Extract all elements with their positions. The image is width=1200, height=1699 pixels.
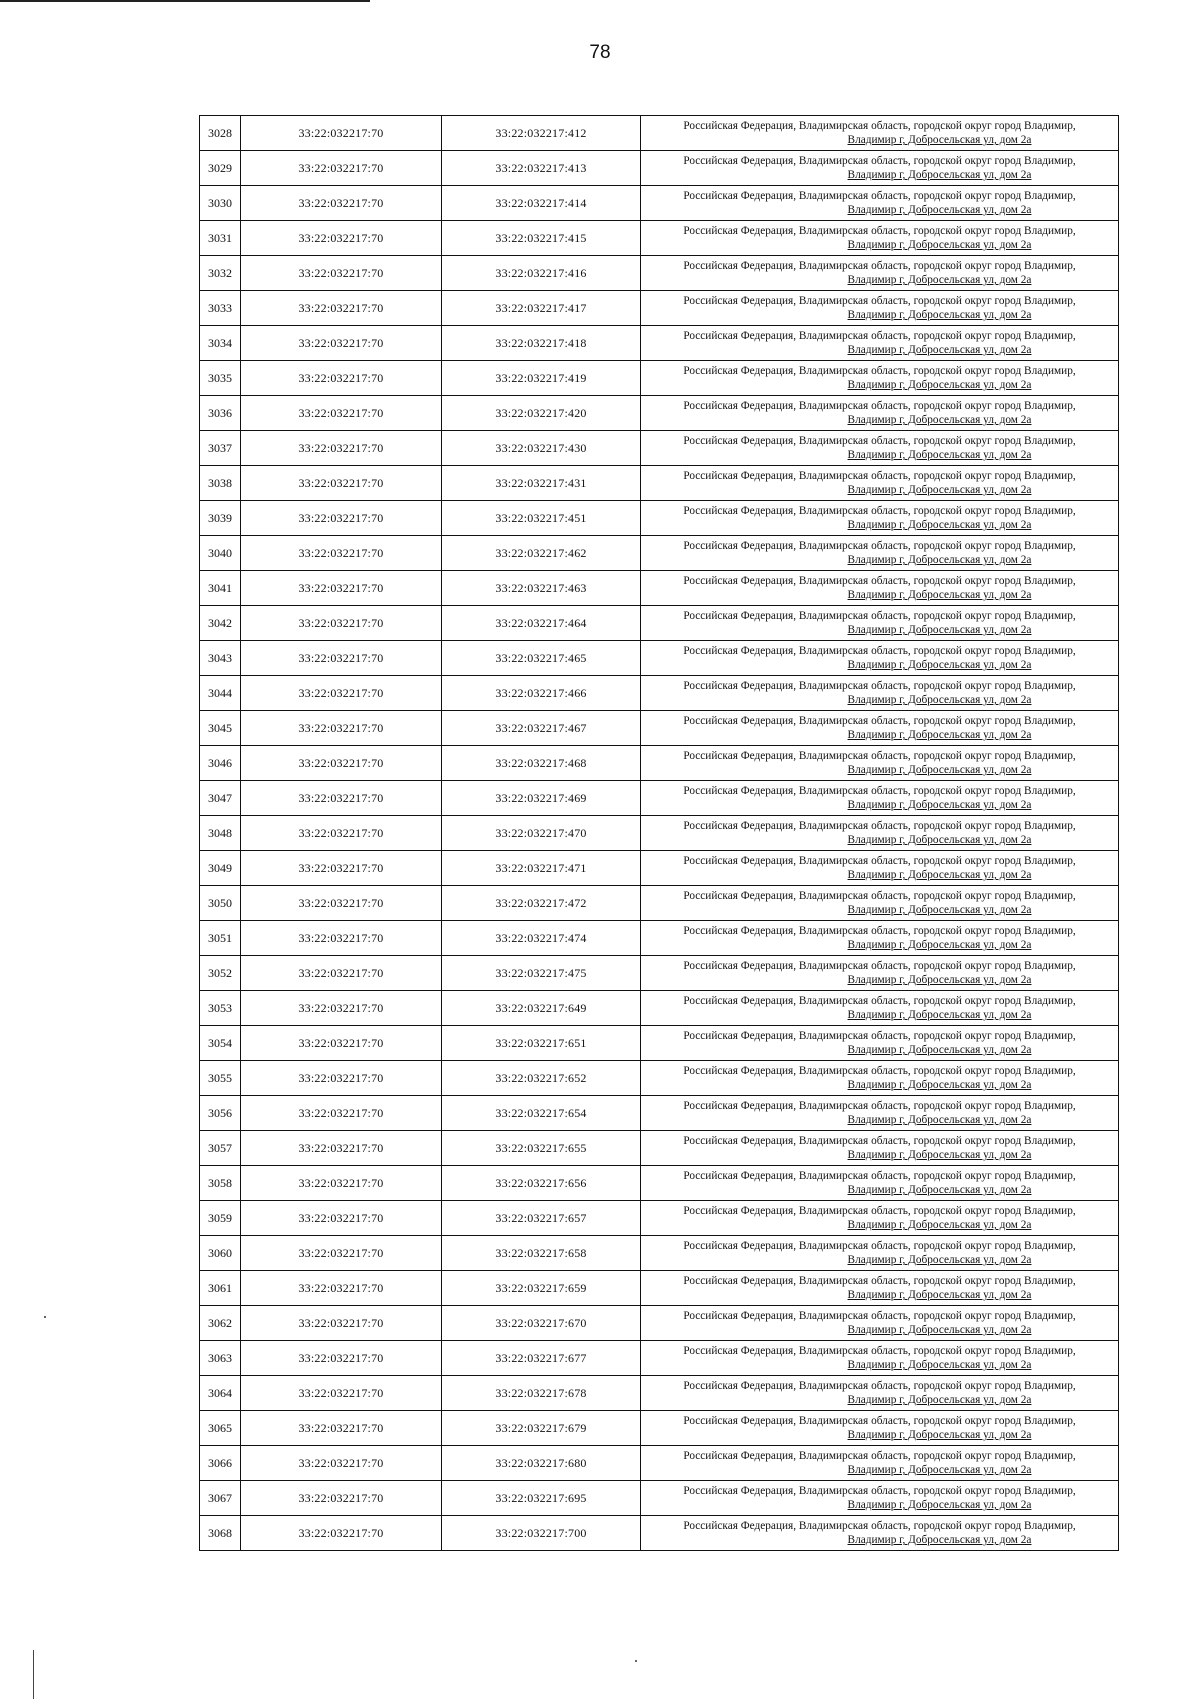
parent-cadastral-number: 33:22:032217:70 — [241, 921, 442, 956]
address-line-1: Российская Федерация, Владимирская область, городской округ город Владимир, — [683, 505, 1076, 517]
address-line-2: Владимир г, Добросельская ул, дом 2а — [847, 624, 1032, 636]
address-line-1: Российская Федерация, Владимирская область, городской округ город Владимир, — [683, 190, 1076, 202]
table-row — [200, 1411, 1119, 1446]
cadastral-number: 33:22:032217:657 — [442, 1201, 641, 1236]
address-line-1: Российская Федерация, Владимирская область, городской округ город Владимир, — [683, 785, 1076, 797]
address-line-2: Владимир г, Добросельская ул, дом 2а — [847, 1149, 1032, 1161]
address-line-2: Владимир г, Добросельская ул, дом 2а — [847, 694, 1032, 706]
parent-cadastral-number: 33:22:032217:70 — [241, 186, 442, 221]
parent-cadastral-number: 33:22:032217:70 — [241, 781, 442, 816]
address-line-2: Владимир г, Добросельская ул, дом 2а — [847, 309, 1032, 321]
cadastral-number: 33:22:032217:420 — [442, 396, 641, 431]
parent-cadastral-number: 33:22:032217:70 — [241, 326, 442, 361]
address-line-2: Владимир г, Добросельская ул, дом 2а — [847, 904, 1032, 916]
address-line-1: Российская Федерация, Владимирская область, городской округ город Владимир, — [683, 225, 1076, 237]
cadastral-number: 33:22:032217:451 — [442, 501, 641, 536]
row-number: 3038 — [200, 466, 241, 501]
address-line-1: Российская Федерация, Владимирская область, городской округ город Владимир, — [683, 120, 1076, 132]
row-number: 3043 — [200, 641, 241, 676]
cadastral-number: 33:22:032217:463 — [442, 571, 641, 606]
table-row — [200, 501, 1119, 536]
address-line-1: Российская Федерация, Владимирская область, городской округ город Владимир, — [683, 540, 1076, 552]
row-number: 3047 — [200, 781, 241, 816]
address-cell — [641, 256, 1119, 291]
cadastral-number: 33:22:032217:412 — [442, 116, 641, 151]
parent-cadastral-number: 33:22:032217:70 — [241, 886, 442, 921]
address-cell — [641, 1481, 1119, 1516]
table-row — [200, 431, 1119, 466]
table-row — [200, 921, 1119, 956]
address-cell — [641, 711, 1119, 746]
table-row — [200, 1481, 1119, 1516]
address-cell — [641, 1411, 1119, 1446]
address-line-1: Российская Федерация, Владимирская область, городской округ город Владимир, — [683, 1100, 1076, 1112]
parent-cadastral-number: 33:22:032217:70 — [241, 991, 442, 1026]
scan-edge-left — [33, 1650, 34, 1699]
address-line-2: Владимир г, Добросельская ул, дом 2а — [847, 554, 1032, 566]
address-line-1: Российская Федерация, Владимирская область, городской округ город Владимир, — [683, 1205, 1076, 1217]
address-line-1: Российская Федерация, Владимирская область, городской округ город Владимир, — [683, 295, 1076, 307]
address-line-1: Российская Федерация, Владимирская область, городской округ город Владимир, — [683, 1170, 1076, 1182]
address-line-2: Владимир г, Добросельская ул, дом 2а — [847, 239, 1032, 251]
row-number: 3059 — [200, 1201, 241, 1236]
table-row — [200, 571, 1119, 606]
address-line-1: Российская Федерация, Владимирская область, городской округ город Владимир, — [683, 470, 1076, 482]
address-line-1: Российская Федерация, Владимирская область, городской округ город Владимир, — [683, 1520, 1076, 1532]
address-line-1: Российская Федерация, Владимирская область, городской округ город Владимир, — [683, 855, 1076, 867]
address-cell — [641, 501, 1119, 536]
table-row — [200, 676, 1119, 711]
parent-cadastral-number: 33:22:032217:70 — [241, 1306, 442, 1341]
address-cell — [641, 1096, 1119, 1131]
cadastral-number: 33:22:032217:416 — [442, 256, 641, 291]
table-row — [200, 711, 1119, 746]
row-number: 3063 — [200, 1341, 241, 1376]
parent-cadastral-number: 33:22:032217:70 — [241, 1201, 442, 1236]
table-row — [200, 221, 1119, 256]
cadastral-number: 33:22:032217:677 — [442, 1341, 641, 1376]
cadastral-number: 33:22:032217:467 — [442, 711, 641, 746]
address-line-1: Российская Федерация, Владимирская область, городской округ город Владимир, — [683, 680, 1076, 692]
address-line-1: Российская Федерация, Владимирская область, городской округ город Владимир, — [683, 435, 1076, 447]
row-number: 3031 — [200, 221, 241, 256]
row-number: 3061 — [200, 1271, 241, 1306]
address-cell — [641, 886, 1119, 921]
parent-cadastral-number: 33:22:032217:70 — [241, 1096, 442, 1131]
address-cell — [641, 1446, 1119, 1481]
address-cell — [641, 1236, 1119, 1271]
table-row — [200, 361, 1119, 396]
cadastral-number: 33:22:032217:475 — [442, 956, 641, 991]
table-row — [200, 326, 1119, 361]
cadastral-number: 33:22:032217:695 — [442, 1481, 641, 1516]
address-line-1: Российская Федерация, Владимирская область, городской округ город Владимир, — [683, 575, 1076, 587]
table-row — [200, 466, 1119, 501]
parent-cadastral-number: 33:22:032217:70 — [241, 641, 442, 676]
table-row — [200, 1376, 1119, 1411]
address-line-2: Владимир г, Добросельская ул, дом 2а — [847, 1079, 1032, 1091]
address-line-1: Российская Федерация, Владимирская область, городской округ город Владимир, — [683, 1310, 1076, 1322]
address-line-1: Российская Федерация, Владимирская область, городской округ город Владимир, — [683, 750, 1076, 762]
address-line-1: Российская Федерация, Владимирская область, городской округ город Владимир, — [683, 995, 1076, 1007]
row-number: 3037 — [200, 431, 241, 466]
cadastral-number: 33:22:032217:679 — [442, 1411, 641, 1446]
table-row — [200, 886, 1119, 921]
row-number: 3052 — [200, 956, 241, 991]
cadastral-number: 33:22:032217:472 — [442, 886, 641, 921]
address-cell — [641, 921, 1119, 956]
table-row — [200, 816, 1119, 851]
address-line-2: Владимир г, Добросельская ул, дом 2а — [847, 764, 1032, 776]
address-line-1: Российская Федерация, Владимирская область, городской округ город Владимир, — [683, 155, 1076, 167]
table-row — [200, 1166, 1119, 1201]
address-line-1: Российская Федерация, Владимирская область, городской округ город Владимир, — [683, 1450, 1076, 1462]
address-line-2: Владимир г, Добросельская ул, дом 2а — [847, 204, 1032, 216]
table-row — [200, 186, 1119, 221]
address-line-2: Владимир г, Добросельская ул, дом 2а — [847, 799, 1032, 811]
address-line-1: Российская Федерация, Владимирская область, городской округ город Владимир, — [683, 400, 1076, 412]
row-number: 3045 — [200, 711, 241, 746]
row-number: 3058 — [200, 1166, 241, 1201]
address-line-2: Владимир г, Добросельская ул, дом 2а — [847, 1289, 1032, 1301]
row-number: 3036 — [200, 396, 241, 431]
parent-cadastral-number: 33:22:032217:70 — [241, 1236, 442, 1271]
parent-cadastral-number: 33:22:032217:70 — [241, 606, 442, 641]
address-line-1: Российская Федерация, Владимирская область, городской округ город Владимир, — [683, 260, 1076, 272]
table-row — [200, 991, 1119, 1026]
table-row — [200, 956, 1119, 991]
address-line-2: Владимир г, Добросельская ул, дом 2а — [847, 729, 1032, 741]
address-line-1: Российская Федерация, Владимирская область, городской округ город Владимир, — [683, 1485, 1076, 1497]
table-row — [200, 1271, 1119, 1306]
address-line-2: Владимир г, Добросельская ул, дом 2а — [847, 1359, 1032, 1371]
row-number: 3068 — [200, 1516, 241, 1551]
page-number: 78 — [589, 42, 611, 63]
address-line-2: Владимир г, Добросельская ул, дом 2а — [847, 274, 1032, 286]
address-cell — [641, 816, 1119, 851]
address-line-2: Владимир г, Добросельская ул, дом 2а — [847, 484, 1032, 496]
table-row — [200, 536, 1119, 571]
cadastral-number: 33:22:032217:430 — [442, 431, 641, 466]
address-line-1: Российская Федерация, Владимирская область, городской округ город Владимир, — [683, 890, 1076, 902]
address-line-2: Владимир г, Добросельская ул, дом 2а — [847, 1394, 1032, 1406]
row-number: 3040 — [200, 536, 241, 571]
table-row — [200, 781, 1119, 816]
address-line-1: Российская Федерация, Владимирская область, городской округ город Владимир, — [683, 960, 1076, 972]
address-line-2: Владимир г, Добросельская ул, дом 2а — [847, 659, 1032, 671]
cadastral-number: 33:22:032217:652 — [442, 1061, 641, 1096]
row-number: 3035 — [200, 361, 241, 396]
address-line-2: Владимир г, Добросельская ул, дом 2а — [847, 344, 1032, 356]
address-cell — [641, 151, 1119, 186]
cadastral-number: 33:22:032217:415 — [442, 221, 641, 256]
parent-cadastral-number: 33:22:032217:70 — [241, 1026, 442, 1061]
address-cell — [641, 1201, 1119, 1236]
address-cell — [641, 1131, 1119, 1166]
table-row — [200, 1516, 1119, 1551]
row-number: 3048 — [200, 816, 241, 851]
parent-cadastral-number: 33:22:032217:70 — [241, 1341, 442, 1376]
cadastral-number: 33:22:032217:431 — [442, 466, 641, 501]
table-row — [200, 1236, 1119, 1271]
row-number: 3060 — [200, 1236, 241, 1271]
cadastral-number: 33:22:032217:414 — [442, 186, 641, 221]
cadastral-number: 33:22:032217:655 — [442, 1131, 641, 1166]
row-number: 3049 — [200, 851, 241, 886]
parent-cadastral-number: 33:22:032217:70 — [241, 1516, 442, 1551]
table-row — [200, 396, 1119, 431]
row-number: 3056 — [200, 1096, 241, 1131]
address-cell — [641, 466, 1119, 501]
row-number: 3028 — [200, 116, 241, 151]
address-cell — [641, 221, 1119, 256]
address-cell — [641, 1306, 1119, 1341]
address-line-1: Российская Федерация, Владимирская область, городской округ город Владимир, — [683, 1065, 1076, 1077]
address-cell — [641, 991, 1119, 1026]
table-row — [200, 641, 1119, 676]
parent-cadastral-number: 33:22:032217:70 — [241, 361, 442, 396]
parent-cadastral-number: 33:22:032217:70 — [241, 291, 442, 326]
scan-speck — [635, 1660, 637, 1662]
address-line-2: Владимир г, Добросельская ул, дом 2а — [847, 589, 1032, 601]
parent-cadastral-number: 33:22:032217:70 — [241, 396, 442, 431]
address-line-1: Российская Федерация, Владимирская область, городской округ город Владимир, — [683, 365, 1076, 377]
parent-cadastral-number: 33:22:032217:70 — [241, 501, 442, 536]
parent-cadastral-number: 33:22:032217:70 — [241, 1376, 442, 1411]
table-row — [200, 1026, 1119, 1061]
table-row — [200, 151, 1119, 186]
address-cell — [641, 116, 1119, 151]
cadastral-number: 33:22:032217:678 — [442, 1376, 641, 1411]
address-line-1: Российская Федерация, Владимирская область, городской округ город Владимир, — [683, 715, 1076, 727]
address-line-1: Российская Федерация, Владимирская область, городской округ город Владимир, — [683, 1380, 1076, 1392]
cadastral-number: 33:22:032217:471 — [442, 851, 641, 886]
cadastral-number: 33:22:032217:658 — [442, 1236, 641, 1271]
cadastral-number: 33:22:032217:470 — [442, 816, 641, 851]
cadastral-number: 33:22:032217:418 — [442, 326, 641, 361]
address-line-2: Владимир г, Добросельская ул, дом 2а — [847, 414, 1032, 426]
row-number: 3053 — [200, 991, 241, 1026]
parent-cadastral-number: 33:22:032217:70 — [241, 1166, 442, 1201]
cadastral-number: 33:22:032217:417 — [442, 291, 641, 326]
address-cell — [641, 851, 1119, 886]
row-number: 3066 — [200, 1446, 241, 1481]
address-line-1: Российская Федерация, Владимирская область, городской округ город Владимир, — [683, 1415, 1076, 1427]
address-line-2: Владимир г, Добросельская ул, дом 2а — [847, 1429, 1032, 1441]
address-cell — [641, 326, 1119, 361]
row-number: 3044 — [200, 676, 241, 711]
parent-cadastral-number: 33:22:032217:70 — [241, 116, 442, 151]
cadastral-number: 33:22:032217:464 — [442, 606, 641, 641]
parent-cadastral-number: 33:22:032217:70 — [241, 1481, 442, 1516]
address-line-1: Российская Федерация, Владимирская область, городской округ город Владимир, — [683, 1345, 1076, 1357]
address-line-2: Владимир г, Добросельская ул, дом 2а — [847, 834, 1032, 846]
row-number: 3039 — [200, 501, 241, 536]
parent-cadastral-number: 33:22:032217:70 — [241, 676, 442, 711]
cadastral-number: 33:22:032217:466 — [442, 676, 641, 711]
parent-cadastral-number: 33:22:032217:70 — [241, 746, 442, 781]
parent-cadastral-number: 33:22:032217:70 — [241, 1446, 442, 1481]
address-line-2: Владимир г, Добросельская ул, дом 2а — [847, 1499, 1032, 1511]
address-cell — [641, 1271, 1119, 1306]
address-line-2: Владимир г, Добросельская ул, дом 2а — [847, 1464, 1032, 1476]
address-line-1: Российская Федерация, Владимирская область, городской округ город Владимир, — [683, 820, 1076, 832]
row-number: 3034 — [200, 326, 241, 361]
parent-cadastral-number: 33:22:032217:70 — [241, 816, 442, 851]
row-number: 3055 — [200, 1061, 241, 1096]
table-row — [200, 1201, 1119, 1236]
row-number: 3032 — [200, 256, 241, 291]
address-line-2: Владимир г, Добросельская ул, дом 2а — [847, 1534, 1032, 1546]
row-number: 3033 — [200, 291, 241, 326]
address-line-2: Владимир г, Добросельская ул, дом 2а — [847, 1324, 1032, 1336]
cadastral-number: 33:22:032217:659 — [442, 1271, 641, 1306]
address-line-2: Владимир г, Добросельская ул, дом 2а — [847, 1184, 1032, 1196]
cadastral-number: 33:22:032217:654 — [442, 1096, 641, 1131]
cadastral-number: 33:22:032217:649 — [442, 991, 641, 1026]
address-line-2: Владимир г, Добросельская ул, дом 2а — [847, 134, 1032, 146]
cadastral-number: 33:22:032217:700 — [442, 1516, 641, 1551]
row-number: 3057 — [200, 1131, 241, 1166]
address-line-2: Владимир г, Добросельская ул, дом 2а — [847, 1044, 1032, 1056]
address-line-1: Российская Федерация, Владимирская область, городской округ город Владимир, — [683, 1275, 1076, 1287]
address-cell — [641, 291, 1119, 326]
row-number: 3030 — [200, 186, 241, 221]
cadastral-number: 33:22:032217:413 — [442, 151, 641, 186]
scan-speck — [44, 1316, 46, 1318]
table-row — [200, 1061, 1119, 1096]
row-number: 3050 — [200, 886, 241, 921]
address-cell — [641, 781, 1119, 816]
address-line-1: Российская Федерация, Владимирская область, городской округ город Владимир, — [683, 925, 1076, 937]
table-row — [200, 256, 1119, 291]
address-line-2: Владимир г, Добросельская ул, дом 2а — [847, 939, 1032, 951]
parent-cadastral-number: 33:22:032217:70 — [241, 431, 442, 466]
address-line-1: Российская Федерация, Владимирская область, городской округ город Владимир, — [683, 1135, 1076, 1147]
row-number: 3065 — [200, 1411, 241, 1446]
row-number: 3046 — [200, 746, 241, 781]
address-cell — [641, 1516, 1119, 1551]
address-line-1: Российская Федерация, Владимирская область, городской округ город Владимир, — [683, 645, 1076, 657]
table-row — [200, 291, 1119, 326]
address-line-2: Владимир г, Добросельская ул, дом 2а — [847, 1114, 1032, 1126]
address-cell — [641, 186, 1119, 221]
table-row — [200, 1131, 1119, 1166]
row-number: 3041 — [200, 571, 241, 606]
address-line-2: Владимир г, Добросельская ул, дом 2а — [847, 379, 1032, 391]
address-line-2: Владимир г, Добросельская ул, дом 2а — [847, 1219, 1032, 1231]
table-row — [200, 606, 1119, 641]
address-line-2: Владимир г, Добросельская ул, дом 2а — [847, 449, 1032, 461]
cadastral-number: 33:22:032217:469 — [442, 781, 641, 816]
parent-cadastral-number: 33:22:032217:70 — [241, 1061, 442, 1096]
row-number: 3067 — [200, 1481, 241, 1516]
address-line-1: Российская Федерация, Владимирская область, городской округ город Владимир, — [683, 330, 1076, 342]
address-cell — [641, 746, 1119, 781]
row-number: 3042 — [200, 606, 241, 641]
registry-table — [199, 115, 1119, 1551]
address-line-1: Российская Федерация, Владимирская область, городской округ город Владимир, — [683, 610, 1076, 622]
table-row — [200, 851, 1119, 886]
address-cell — [641, 606, 1119, 641]
address-cell — [641, 956, 1119, 991]
address-cell — [641, 1026, 1119, 1061]
cadastral-number: 33:22:032217:419 — [442, 361, 641, 396]
cadastral-number: 33:22:032217:468 — [442, 746, 641, 781]
scan-edge-top — [0, 0, 370, 2]
registry-table-body — [200, 116, 1119, 1551]
address-cell — [641, 676, 1119, 711]
address-line-2: Владимир г, Добросельская ул, дом 2а — [847, 169, 1032, 181]
table-row — [200, 116, 1119, 151]
address-cell — [641, 1061, 1119, 1096]
cadastral-number: 33:22:032217:462 — [442, 536, 641, 571]
address-line-2: Владимир г, Добросельская ул, дом 2а — [847, 869, 1032, 881]
parent-cadastral-number: 33:22:032217:70 — [241, 256, 442, 291]
address-cell — [641, 536, 1119, 571]
parent-cadastral-number: 33:22:032217:70 — [241, 466, 442, 501]
row-number: 3064 — [200, 1376, 241, 1411]
address-cell — [641, 431, 1119, 466]
cadastral-number: 33:22:032217:680 — [442, 1446, 641, 1481]
address-cell — [641, 641, 1119, 676]
address-cell — [641, 396, 1119, 431]
address-cell — [641, 571, 1119, 606]
parent-cadastral-number: 33:22:032217:70 — [241, 956, 442, 991]
table-row — [200, 746, 1119, 781]
cadastral-number: 33:22:032217:651 — [442, 1026, 641, 1061]
address-line-2: Владимир г, Добросельская ул, дом 2а — [847, 1009, 1032, 1021]
address-cell — [641, 1166, 1119, 1201]
cadastral-number: 33:22:032217:474 — [442, 921, 641, 956]
address-line-1: Российская Федерация, Владимирская область, городской округ город Владимир, — [683, 1240, 1076, 1252]
cadastral-number: 33:22:032217:656 — [442, 1166, 641, 1201]
parent-cadastral-number: 33:22:032217:70 — [241, 536, 442, 571]
parent-cadastral-number: 33:22:032217:70 — [241, 851, 442, 886]
address-line-2: Владимир г, Добросельская ул, дом 2а — [847, 519, 1032, 531]
parent-cadastral-number: 33:22:032217:70 — [241, 221, 442, 256]
cadastral-number: 33:22:032217:670 — [442, 1306, 641, 1341]
parent-cadastral-number: 33:22:032217:70 — [241, 1411, 442, 1446]
parent-cadastral-number: 33:22:032217:70 — [241, 571, 442, 606]
cadastral-number: 33:22:032217:465 — [442, 641, 641, 676]
row-number: 3029 — [200, 151, 241, 186]
parent-cadastral-number: 33:22:032217:70 — [241, 151, 442, 186]
table-row — [200, 1446, 1119, 1481]
row-number: 3062 — [200, 1306, 241, 1341]
row-number: 3051 — [200, 921, 241, 956]
row-number: 3054 — [200, 1026, 241, 1061]
address-line-2: Владимир г, Добросельская ул, дом 2а — [847, 974, 1032, 986]
parent-cadastral-number: 33:22:032217:70 — [241, 1131, 442, 1166]
address-line-1: Российская Федерация, Владимирская область, городской округ город Владимир, — [683, 1030, 1076, 1042]
address-cell — [641, 1376, 1119, 1411]
address-cell — [641, 361, 1119, 396]
table-row — [200, 1341, 1119, 1376]
address-line-2: Владимир г, Добросельская ул, дом 2а — [847, 1254, 1032, 1266]
parent-cadastral-number: 33:22:032217:70 — [241, 1271, 442, 1306]
parent-cadastral-number: 33:22:032217:70 — [241, 711, 442, 746]
table-row — [200, 1096, 1119, 1131]
table-row — [200, 1306, 1119, 1341]
address-cell — [641, 1341, 1119, 1376]
